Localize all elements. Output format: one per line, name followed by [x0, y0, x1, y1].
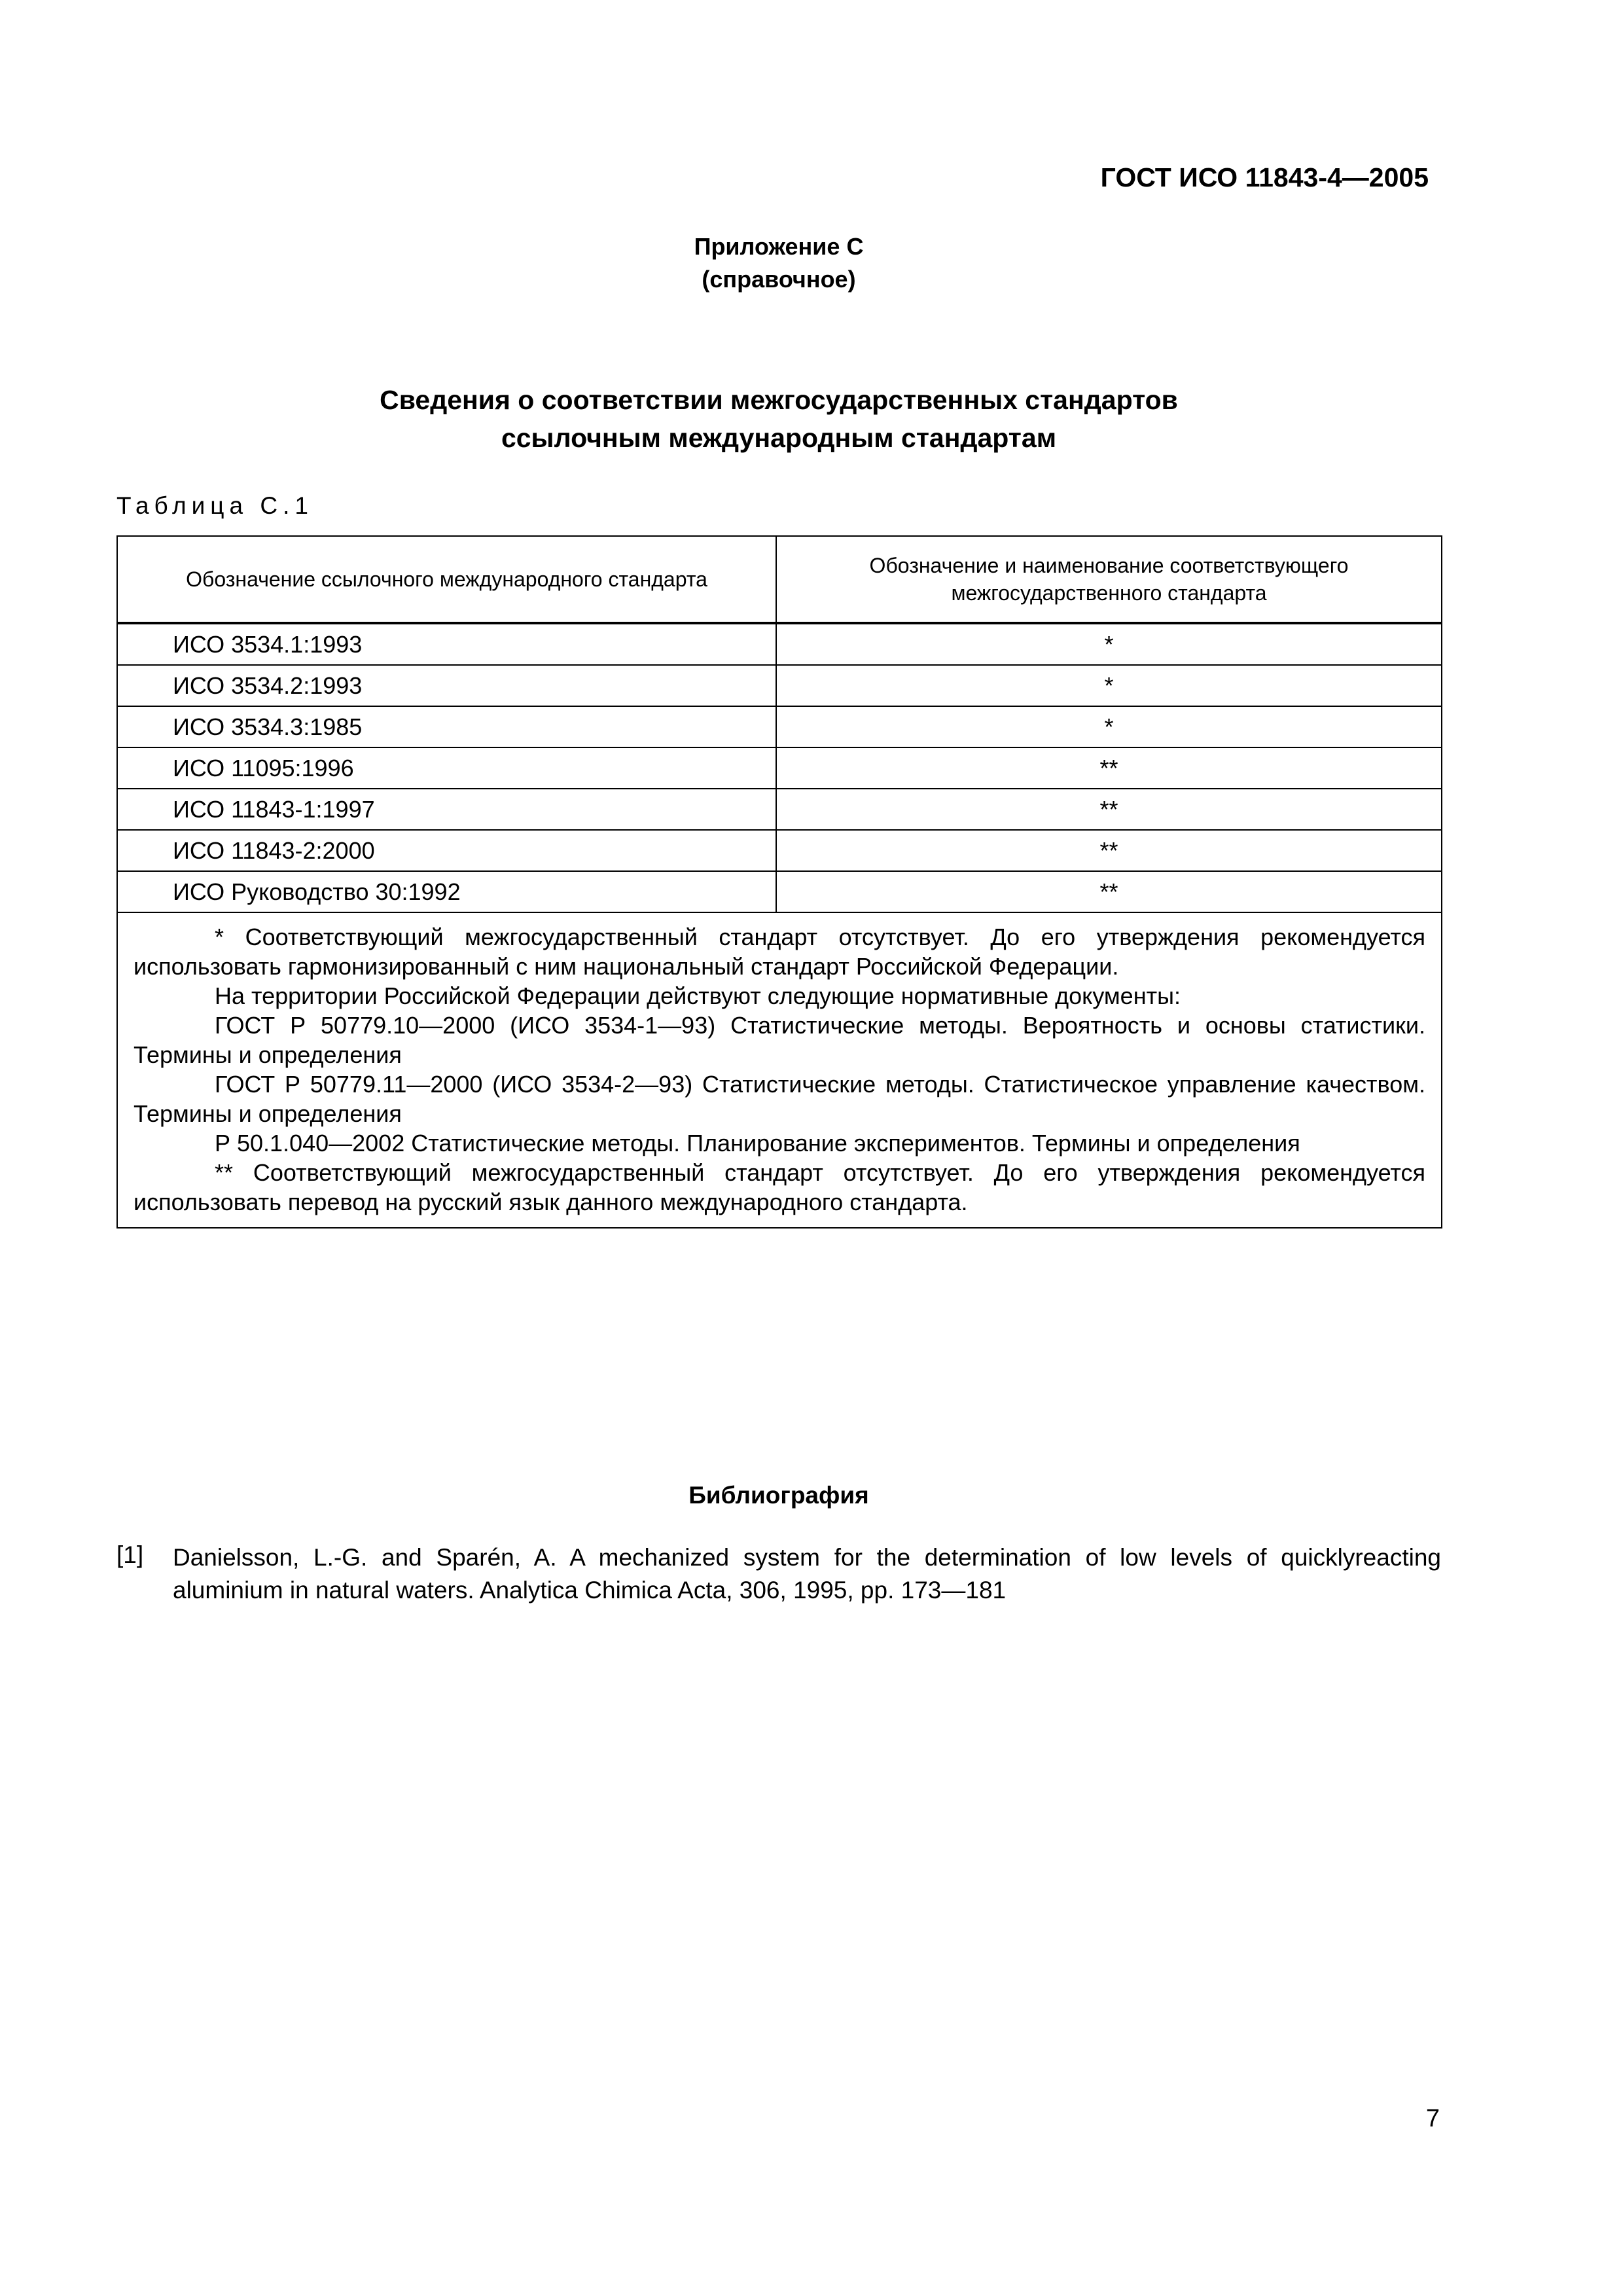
international-standard-cell: ИСО 11843-1:1997	[117, 789, 776, 830]
heading-line-1: Сведения о соответствии межгосударственных стандартов	[380, 385, 1178, 415]
interstate-standard-cell: *	[776, 623, 1442, 665]
table-row	[117, 871, 1442, 912]
international-standard-cell: ИСО 11095:1996	[117, 747, 776, 789]
interstate-standard-cell: *	[776, 665, 1442, 706]
table-caption: Таблица С.1	[116, 492, 313, 519]
table-note: Р 50.1.040—2002 Статистические методы. Планирование экспериментов. Термины и определения	[215, 1130, 1300, 1157]
correspondence-table	[116, 535, 1442, 1229]
international-standard-cell: ИСО Руководство 30:1992	[117, 871, 776, 912]
interstate-standard-cell: **	[776, 789, 1442, 830]
table-note: ** Соответствующий межгосударственный стандарт отсутствует. До его утверждения рекомендуется использовать перевод на русский язык данного международного стандарта.	[134, 1159, 1425, 1215]
interstate-standard-cell: **	[776, 871, 1442, 912]
interstate-standard-cell: **	[776, 747, 1442, 789]
table-row	[117, 747, 1442, 789]
table-row	[117, 623, 1442, 665]
table-note: ГОСТ Р 50779.10—2000 (ИСО 3534-1—93) Статистические методы. Вероятность и основы статистики. Термины и определения	[134, 1012, 1425, 1068]
annex-status: (справочное)	[702, 266, 856, 293]
interstate-standard-cell: *	[776, 706, 1442, 747]
column-header-interstate: Обозначение и наименование соответствующего межгосударственного стандарта	[776, 536, 1442, 623]
section-heading	[0, 381, 1558, 457]
table-row	[117, 789, 1442, 830]
bibliography-entry-text: Danielsson, L.-G. and Sparén, A. A mechanized system for the determination of low levels of quicklyreacting aluminium in natural waters. Analytica Chimica Acta, 306, 1995, pp. 173—181	[173, 1544, 1441, 1604]
table-note: ГОСТ Р 50779.11—2000 (ИСО 3534-2—93) Статистические методы. Статистическое управление качеством. Термины и определения	[134, 1071, 1425, 1127]
international-standard-cell: ИСО 11843-2:2000	[117, 830, 776, 871]
interstate-standard-cell: **	[776, 830, 1442, 871]
heading-line-2: ссылочным международным стандартам	[501, 423, 1057, 453]
page-number: 7	[1425, 2105, 1440, 2132]
international-standard-cell: ИСО 3534.3:1985	[117, 706, 776, 747]
international-standard-cell: ИСО 3534.1:1993	[117, 623, 776, 665]
table-row	[117, 665, 1442, 706]
table-row	[117, 830, 1442, 871]
table-notes-row	[117, 912, 1442, 1228]
column-header-international: Обозначение ссылочного международного стандарта	[117, 536, 776, 623]
table-note: На территории Российской Федерации действуют следующие нормативные документы:	[215, 982, 1181, 1009]
annex-title: Приложение C	[694, 233, 864, 260]
table-note: * Соответствующий межгосударственный стандарт отсутствует. До его утверждения рекомендуется использовать гармонизированный с ним национальный стандарт Российской Федерации.	[134, 924, 1425, 980]
annex-heading	[0, 230, 1558, 296]
bibliography-title: Библиография	[688, 1482, 869, 1509]
table-row	[117, 706, 1442, 747]
table-header-row	[117, 536, 1442, 623]
document-code: ГОСТ ИСО 11843-4—2005	[1100, 162, 1429, 192]
bibliography-entry-number: [1]	[116, 1541, 144, 1568]
table-notes	[117, 912, 1442, 1228]
international-standard-cell: ИСО 3534.2:1993	[117, 665, 776, 706]
